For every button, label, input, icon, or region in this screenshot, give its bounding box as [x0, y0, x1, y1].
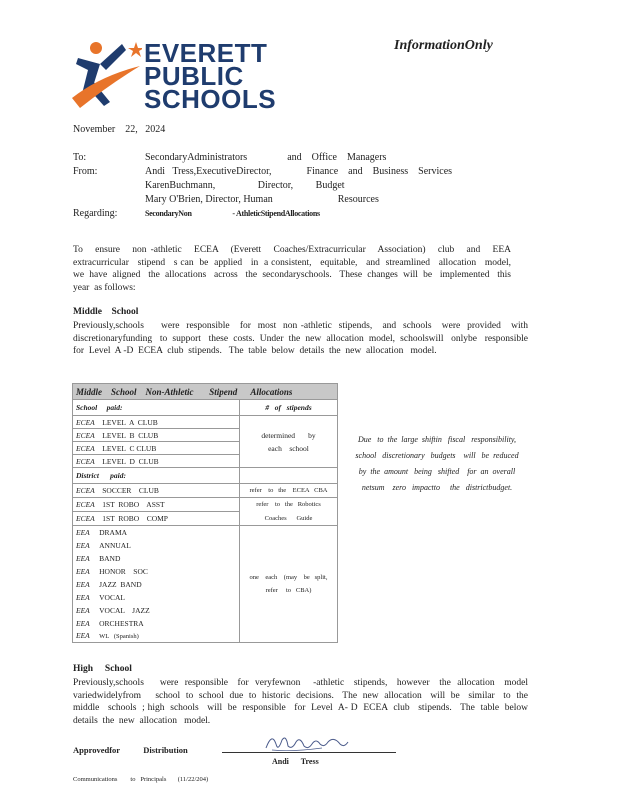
robotics-guide-note: Coaches Guide — [240, 512, 338, 526]
signature-line — [222, 752, 396, 753]
to-value: SecondaryAdministrators and Office Managers — [145, 152, 387, 163]
logo-line-3: SCHOOLS — [144, 84, 277, 114]
school-paid-label: School paid: — [73, 400, 240, 416]
stipend-name: HONOR SOC — [99, 566, 148, 576]
budget-side-note: Due to the large shiftin fiscal responsibility, school discretionary budgets will be reduced by the amount being shifted for an overall netsum zero impactto the districtbudget. — [355, 435, 527, 492]
from-line-3: Mary O'Brien, Director, Human Resources — [145, 194, 379, 205]
intro-paragraph: To ensure non -athletic ECEA (Everett Coaches/Extracurricular Association) club and EEA extracurricular stipend s can be applied in a consistent, equitable, and streamlined allocation model, we have aligned the allocations across the secondaryschools. These changes will be implemented this year as follows: — [73, 245, 519, 293]
stipend-name: DRAMA — [99, 527, 128, 537]
stipend-name: ORCHESTRA — [99, 618, 144, 628]
stipend-name: SOCCER CLUB — [102, 486, 159, 495]
stipend-name: LEVEL B CLUB — [102, 430, 159, 440]
org-cell: ECEA — [76, 456, 95, 466]
stipend-name: 1ST ROBO ASST — [102, 500, 165, 509]
org-cell: EEA — [76, 540, 90, 550]
eea-note-line-2: refer to CBA) — [265, 587, 312, 594]
logo-line-1: EVERETT — [144, 38, 268, 68]
eea-note-line-1: one each (may be split, — [249, 574, 328, 581]
ecea-cba-note: refer to the ECEA CBA — [240, 484, 338, 498]
org-cell: ECEA — [76, 417, 95, 427]
org-cell: ECEA — [76, 486, 95, 495]
middle-school-heading: Middle School — [73, 307, 139, 317]
stipend-name: ANNUAL — [99, 540, 131, 550]
stipend-name: LEVEL A CLUB — [102, 417, 158, 427]
table-row — [73, 526, 338, 539]
table-row — [73, 484, 338, 498]
from-line-1: Andi Tress,ExecutiveDirector, Finance and Business Services — [145, 166, 453, 177]
org-cell: ECEA — [76, 514, 95, 523]
high-school-heading: High School — [73, 664, 132, 674]
stipend-allocation-table — [72, 383, 338, 643]
org-cell: EEA — [76, 527, 90, 537]
org-cell: EEA — [76, 579, 90, 589]
memo-date: November 22, 2024 — [73, 124, 166, 135]
stipend-name: JAZZ BAND — [99, 579, 142, 589]
org-cell: EEA — [76, 631, 90, 641]
org-cell: ECEA — [76, 443, 95, 453]
school-determined-note: determined by each school — [240, 416, 338, 468]
stipend-name: BAND — [99, 553, 121, 563]
table-row — [73, 498, 338, 512]
information-only-stamp: InformationOnly — [394, 38, 493, 53]
org-cell: EEA — [76, 553, 90, 563]
stipend-name: WL (Spanish) — [99, 633, 139, 641]
stipend-name: VOCAL JAZZ — [99, 605, 150, 615]
regarding-value: SecondaryNon - AthleticStipendAllocations — [145, 209, 320, 218]
stipend-name: VOCAL — [99, 592, 125, 602]
stipend-name: 1ST ROBO COMP — [102, 514, 168, 523]
district-logo — [70, 36, 277, 114]
high-school-paragraph: Previously,schools were responsible for veryfewnon -athletic stipends, however the allocation model variedwidelyfrom school to school due to historic decisions. The new allocation will be similar to the middle schools ; high schools will be responsible for Level A- D ECEA club stipends. The table below details the new allocation model. — [73, 678, 533, 726]
from-line-2: KarenBuchmann, Director, Budget — [145, 180, 345, 191]
org-cell: EEA — [76, 592, 90, 602]
table-row — [73, 512, 338, 526]
approval-label: Approvedfor Distribution — [73, 745, 188, 755]
from-label: From: — [73, 166, 98, 177]
footer-text: Communications to Principals (11/22/204) — [73, 776, 209, 783]
org-cell: ECEA — [76, 500, 95, 509]
robotics-note: refer to the Robotics — [240, 498, 338, 512]
logo-figure-icon — [70, 36, 142, 112]
middle-school-paragraph: Previously,schools were responsible for most non -athletic stipends, and schools were provided with discretionaryfunding to support these costs. Under the new allocation model, schoolswill onlybe responsible for Level A -D ECEA club stipends. The table below details the new allocation model. — [73, 321, 536, 356]
table-title: Middle School Non-Athletic Stipend Allocations — [73, 384, 338, 400]
table-row — [73, 416, 338, 429]
eea-note — [240, 526, 338, 643]
org-cell: EEA — [76, 605, 90, 615]
org-cell: EEA — [76, 618, 90, 628]
stipend-name: LEVEL C CLUB — [102, 443, 157, 453]
stipend-name: LEVEL D CLUB — [102, 456, 159, 466]
org-cell: EEA — [76, 566, 90, 576]
signer-name: Andi Tress — [272, 757, 319, 766]
logo-line-2: PUBLIC — [144, 61, 244, 91]
regarding-label: Regarding: — [73, 208, 118, 219]
org-cell: ECEA — [76, 430, 95, 440]
district-paid-label: District paid: — [73, 468, 240, 484]
stipends-count-header: # of stipends — [240, 400, 338, 416]
to-label: To: — [73, 152, 87, 163]
